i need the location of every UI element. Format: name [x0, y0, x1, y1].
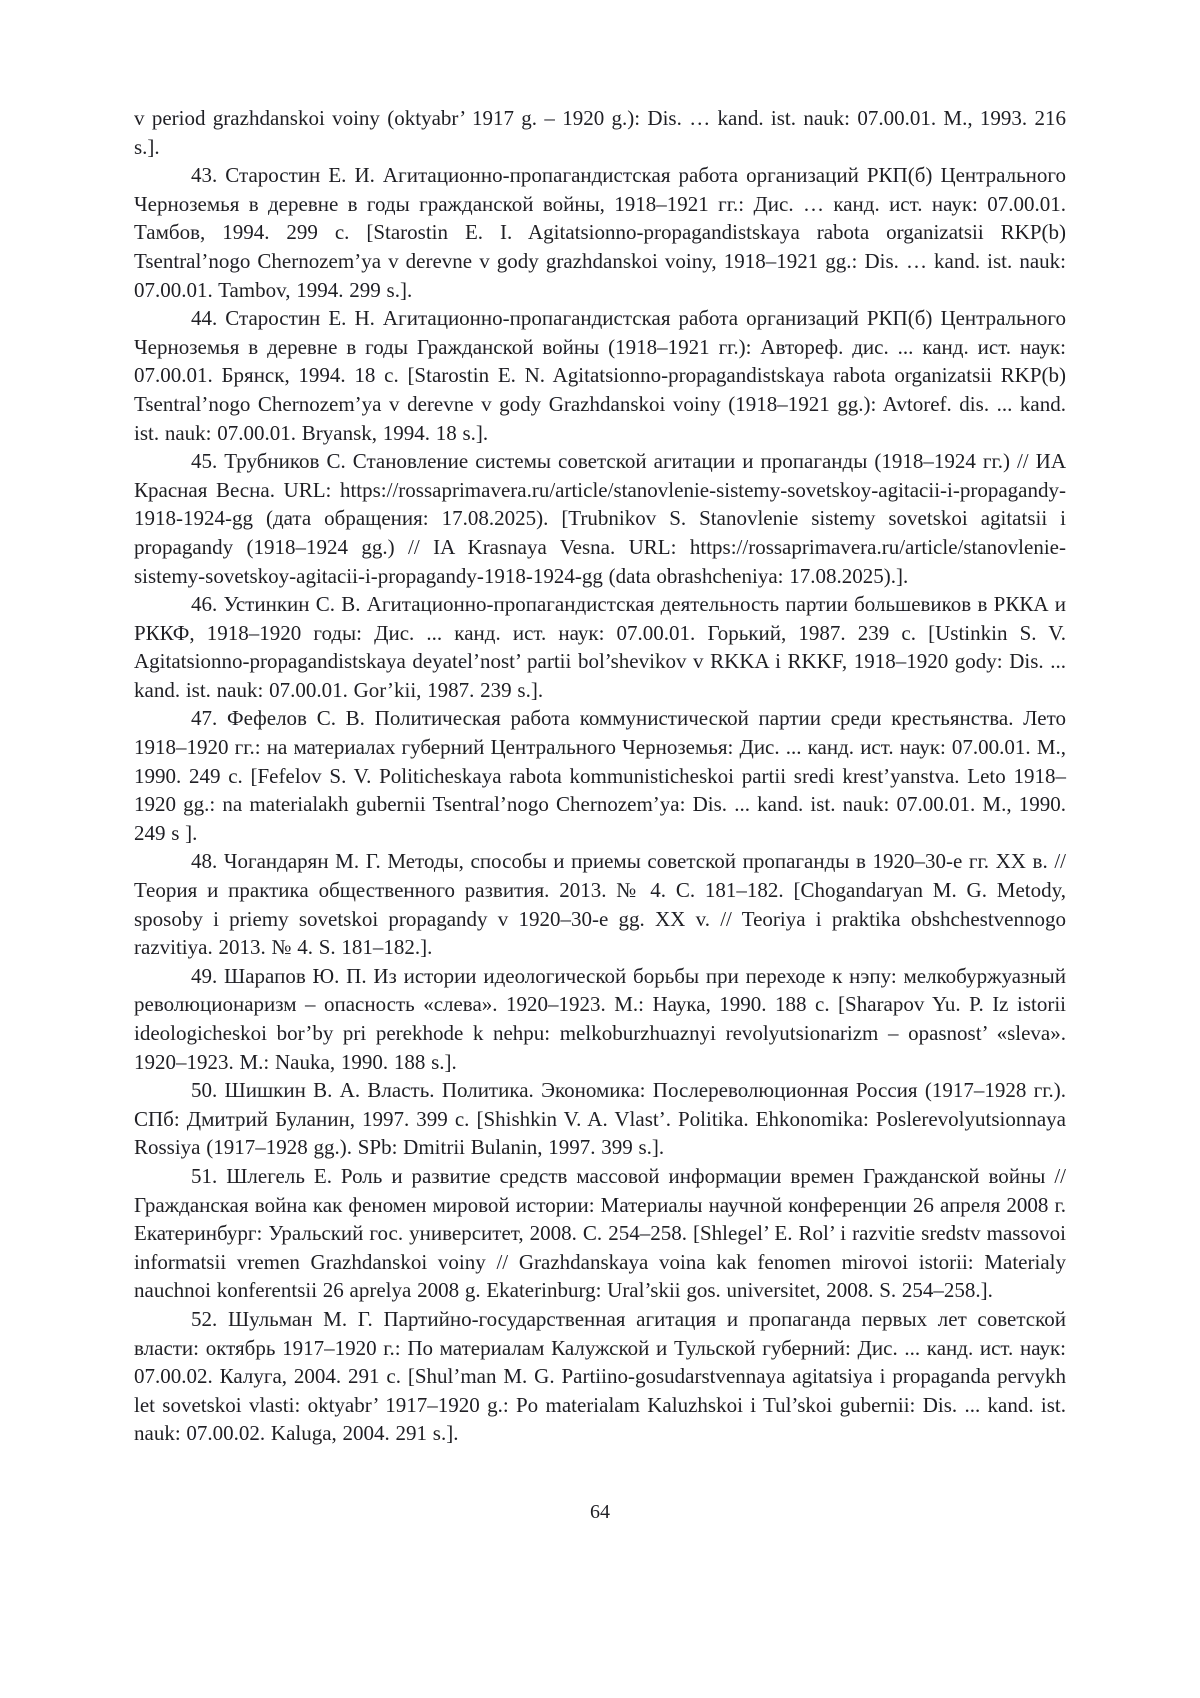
- bibliography-entry-50: 50. Шишкин В. А. Власть. Политика. Экономика: Послереволюционная Россия (1917–1928 гг.). СПб: Дмитрий Буланин, 1997. 399 с. [Shishkin V. A. Vlast’. Politika. Ehkonomika: Poslerevolyutsionnaya Rossiya (1917–1928 gg.). SPb: Dmitrii Bulanin, 1997. 399 s.].: [134, 1078, 1066, 1160]
- bibliography-entry-45: 45. Трубников С. Становление системы советской агитации и пропаганды (1918–1924 гг.) // ИА Красная Весна. URL: https://rossaprimavera.ru/article/stanovlenie-sistemy-sovetskoy-agitacii-i-propagandy-1918-1924-gg (дата обращения: 17.08.2025). [Trubnikov S. Stanovlenie sistemy sovetskoi agitatsii i propagandy (1918–1924 gg.) // IA Krasnaya Vesna. URL: https://rossaprimavera.ru/article/stanovlenie-sistemy-sovetskoy-agitacii-i-propagandy-1918-1924-gg (data obrashcheniya: 17.08.2025).].: [134, 449, 1066, 588]
- bibliography-entry-51: 51. Шлегель Е. Роль и развитие средств массовой информации времен Гражданской войны // Гражданская война как феномен мировой истории: Материалы научной конференции 26 апреля 2008 г. Екатеринбург: Уральский гос. университет, 2008. С. 254–258. [Shlegel’ E. Rol’ i razvitie sredstv massovoi informatsii vremen Grazhdanskoi voiny // Grazhdanskaya voina kak fenomen mirovoi istorii: Materialy nauchnoi konferentsii 26 aprelya 2008 g. Ekaterinburg: Ural’skii gos. universitet, 2008. S. 254–258.].: [134, 1163, 1066, 1303]
- bibliography-entry-49: 49. Шарапов Ю. П. Из истории идеологической борьбы при переходе к нэпу: мелкобуржуазный революционаризм – опасность «слева». 1920–1923. М.: Наука, 1990. 188 с. [Sharapov Yu. P. Iz istorii ideologicheskoi bor’by pri perekhode k nehpu: melkoburzhuaznyi revolyutsionarizm – opasnost’ «sleva». 1920–1923. M.: Nauka, 1990. 188 s.].: [134, 963, 1066, 1074]
- bibliography-entry-52: 52. Шульман М. Г. Партийно-государственная агитация и пропаганда первых лет советской власти: октябрь 1917–1920 г.: По материалам Калужской и Тульской губерний: Дис. ... канд. ист. наук: 07.00.02. Калуга, 2004. 291 с. [Shul’man M. G. Partiino-gosudarstvennaya agitatsiya i propaganda pervykh let sovetskoi vlasti: oktyabr’ 1917–1920 g.: Po materialam Kaluzhskoi i Tul’skoi gubernii: Dis. ... kand. ist. nauk: 07.00.02. Kaluga, 2004. 291 s.].: [134, 1306, 1066, 1446]
- bibliography-entry-46: 46. Устинкин С. В. Агитационно-пропагандистская деятельность партии большевиков в РККА и РККФ, 1918–1920 годы: Дис. ... канд. ист. наук: 07.00.01. Горький, 1987. 239 с. [Ustinkin S. V. Agitatsionno-propagandistskaya deyatel’nost’ partii bol’shevikov v RKKA i RKKF, 1918–1920 gody: Dis. ... kand. ist. nauk: 07.00.01. Gor’kii, 1987. 239 s.].: [134, 592, 1066, 702]
- continuation-paragraph: v period grazhdanskoi voiny (oktyabr’ 1917 g. – 1920 g.): Dis. … kand. ist. nauk: 07.00.01. M., 1993. 216 s.].: [134, 106, 1066, 159]
- bibliography-entry-48: 48. Чогандарян М. Г. Методы, способы и приемы советской пропаганды в 1920–30-е гг. XX в. // Теория и практика общественного развития. 2013. № 4. С. 181–182. [Chogandaryan M. G. Metody, sposoby i priemy sovetskoi propagandy v 1920–30-e gg. XX v. // Teoriya i praktika obshchestvennogo razvitiya. 2013. № 4. S. 181–182.].: [134, 849, 1066, 960]
- page-number: 64: [590, 1501, 610, 1523]
- bibliography-entry-44: 44. Старостин Е. Н. Агитационно-пропагандистская работа организаций РКП(б) Центрального Черноземья в деревне в годы Гражданской войны (1918–1921 гг.): Автореф. дис. ... канд. ист. наук: 07.00.01. Брянск, 1994. 18 с. [Starostin E. N. Agitatsionno-propagandistskaya rabota organizatsii RKP(b) Tsentral’nogo Chernozem’ya v derevne v gody Grazhdanskoi voiny (1918–1921 gg.): Avtoref. dis. ... kand. ist. nauk: 07.00.01. Bryansk, 1994. 18 s.].: [134, 306, 1066, 445]
- bibliography-entry-43: 43. Старостин Е. И. Агитационно-пропагандистская работа организаций РКП(б) Центрального Черноземья в деревне в годы гражданской войны, 1918–1921 гг.: Дис. … канд. ист. наук: 07.00.01. Тамбов, 1994. 299 с. [Starostin E. I. Agitatsionno-propagandistskaya rabota organizatsii RKP(b) Tsentral’nogo Chernozem’ya v derevne v gody grazhdanskoi voiny, 1918–1921 gg.: Dis. … kand. ist. nauk: 07.00.01. Tambov, 1994. 299 s.].: [134, 163, 1066, 302]
- bibliography-list: [134, 104, 1066, 1448]
- bibliography-entry-47: 47. Фефелов С. В. Политическая работа коммунистической партии среди крестьянства. Лето 1918–1920 гг.: на материалах губерний Центрального Черноземья: Дис. ... канд. ист. наук: 07.00.01. М., 1990. 249 с. [Fefelov S. V. Politicheskaya rabota kommunisticheskoi partii sredi krest’yanstva. Leto 1918–1920 gg.: na materialakh gubernii Tsentral’nogo Chernozem’ya: Dis. ... kand. ist. nauk: 07.00.01. M., 1990. 249 s ].: [134, 706, 1066, 845]
